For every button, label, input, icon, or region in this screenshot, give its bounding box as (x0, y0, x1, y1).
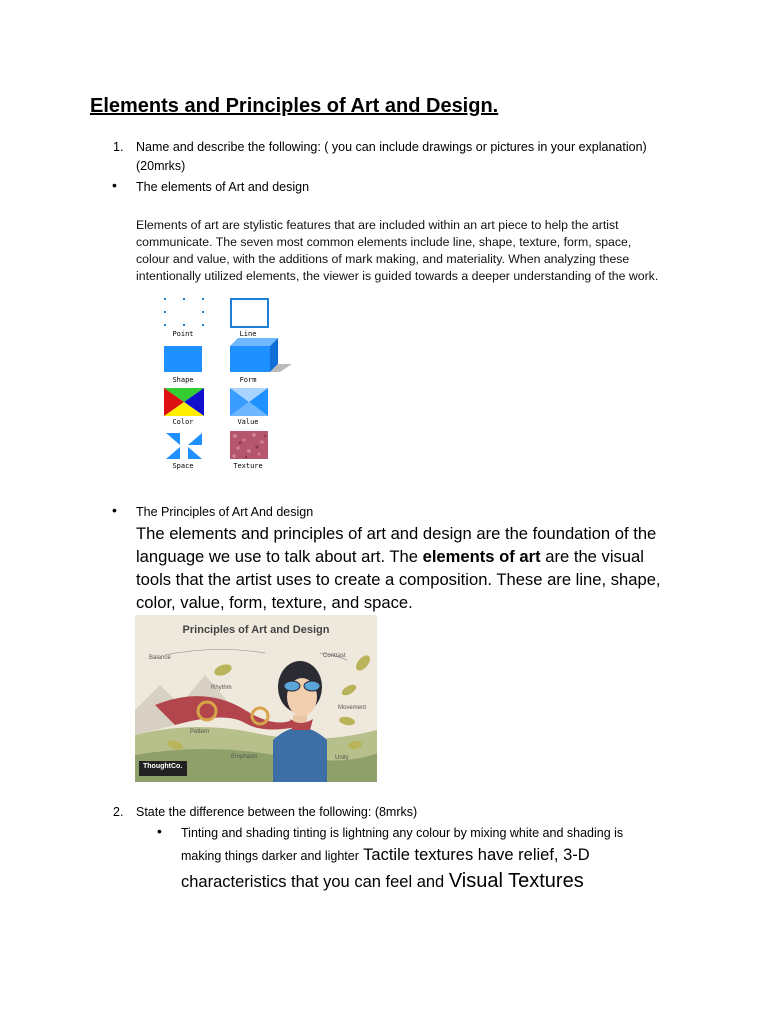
infographic-brand-logo: ThoughtCo. (143, 763, 183, 770)
textures-text-medium: characteristics that you can feel and (181, 873, 449, 891)
infographic-label: Contrast (323, 653, 346, 659)
elements-paragraph (136, 217, 658, 285)
textures-text-large: Tactile textures have relief, 3-D (358, 846, 590, 864)
textures-answer-line (181, 869, 584, 895)
element-label-value: Value (237, 418, 259, 426)
question-2-text: State the difference between the following: (8mrks) (136, 805, 418, 819)
value-tile (230, 388, 268, 416)
element-label-space: Space (172, 462, 194, 470)
space-tile (164, 431, 204, 461)
textures-answer-line (181, 843, 590, 868)
question-1-text: Name and describe the following: ( you can include drawings or pictures in your explanation) (136, 140, 647, 154)
principles-paragraph-line (136, 545, 661, 568)
principles-paragraph-line: The elements and principles of art and design are the foundation of the (136, 524, 657, 543)
bullet-glyph: • (112, 502, 117, 518)
infographic-label: Movement (338, 705, 367, 711)
elements-paragraph-line: intentionally utilized elements, the viewer is guided towards a deeper understanding of the work. (136, 269, 659, 283)
question-1-number: 1. (113, 140, 124, 154)
infographic-label: Pattern (190, 729, 210, 735)
element-label-form: Form (239, 376, 257, 384)
principles-paragraph-line: color, value, form, texture, and space. (136, 593, 413, 612)
infographic-title: Principles of Art and Design (182, 624, 330, 636)
infographic-label: Balance (149, 655, 171, 661)
principles-paragraph (136, 522, 661, 614)
document-title: Elements and Principles of Art and Design. (90, 95, 499, 117)
color-tile (164, 388, 204, 416)
element-label-shape: Shape (172, 376, 194, 384)
principles-bold-term: elements of art (422, 547, 541, 566)
elements-grid-image (160, 294, 300, 474)
element-label-point: Point (172, 330, 194, 338)
form-tile (230, 338, 294, 374)
point-tile (164, 296, 204, 328)
shape-tile (164, 346, 202, 372)
elements-paragraph-line: Elements of art are stylistic features that are included within an art piece to help the artist (136, 218, 619, 232)
infographic-label: Unity (335, 755, 349, 761)
bullet-principles-label: The Principles of Art And design (136, 505, 314, 519)
tinting-shading-line: Tinting and shading tinting is lightning any colour by mixing white and shading is (181, 826, 624, 840)
element-label-line: Line (239, 330, 257, 338)
element-label-color: Color (172, 418, 194, 426)
textures-text-small: making things darker and lighter (181, 849, 359, 863)
question-2-number: 2. (113, 805, 124, 819)
element-label-texture: Texture (233, 462, 263, 470)
texture-tile (230, 431, 268, 459)
elements-paragraph-line: colour and value, with the additions of mark making, and materiality. When analyzing these (136, 252, 630, 266)
principles-text: language we use to talk about art. The (136, 547, 423, 566)
question-1-marks: (20mrks) (136, 159, 186, 173)
principles-infographic-image (135, 615, 377, 782)
infographic-label: Rhythm (211, 685, 232, 691)
line-tile (230, 298, 269, 328)
elements-paragraph-line: communicate. The seven most common elements include line, shape, texture, form, space, (136, 235, 632, 249)
textures-text-xlarge: Visual Textures (448, 870, 584, 892)
infographic-label: Emphasis (231, 754, 258, 760)
bullet-glyph: • (112, 177, 117, 193)
bullet-elements-label: The elements of Art and design (136, 180, 310, 194)
bullet-glyph: • (157, 823, 162, 839)
principles-text: are the visual (540, 547, 644, 566)
principles-paragraph-line: tools that the artist uses to create a composition. These are line, shape, (136, 570, 661, 589)
